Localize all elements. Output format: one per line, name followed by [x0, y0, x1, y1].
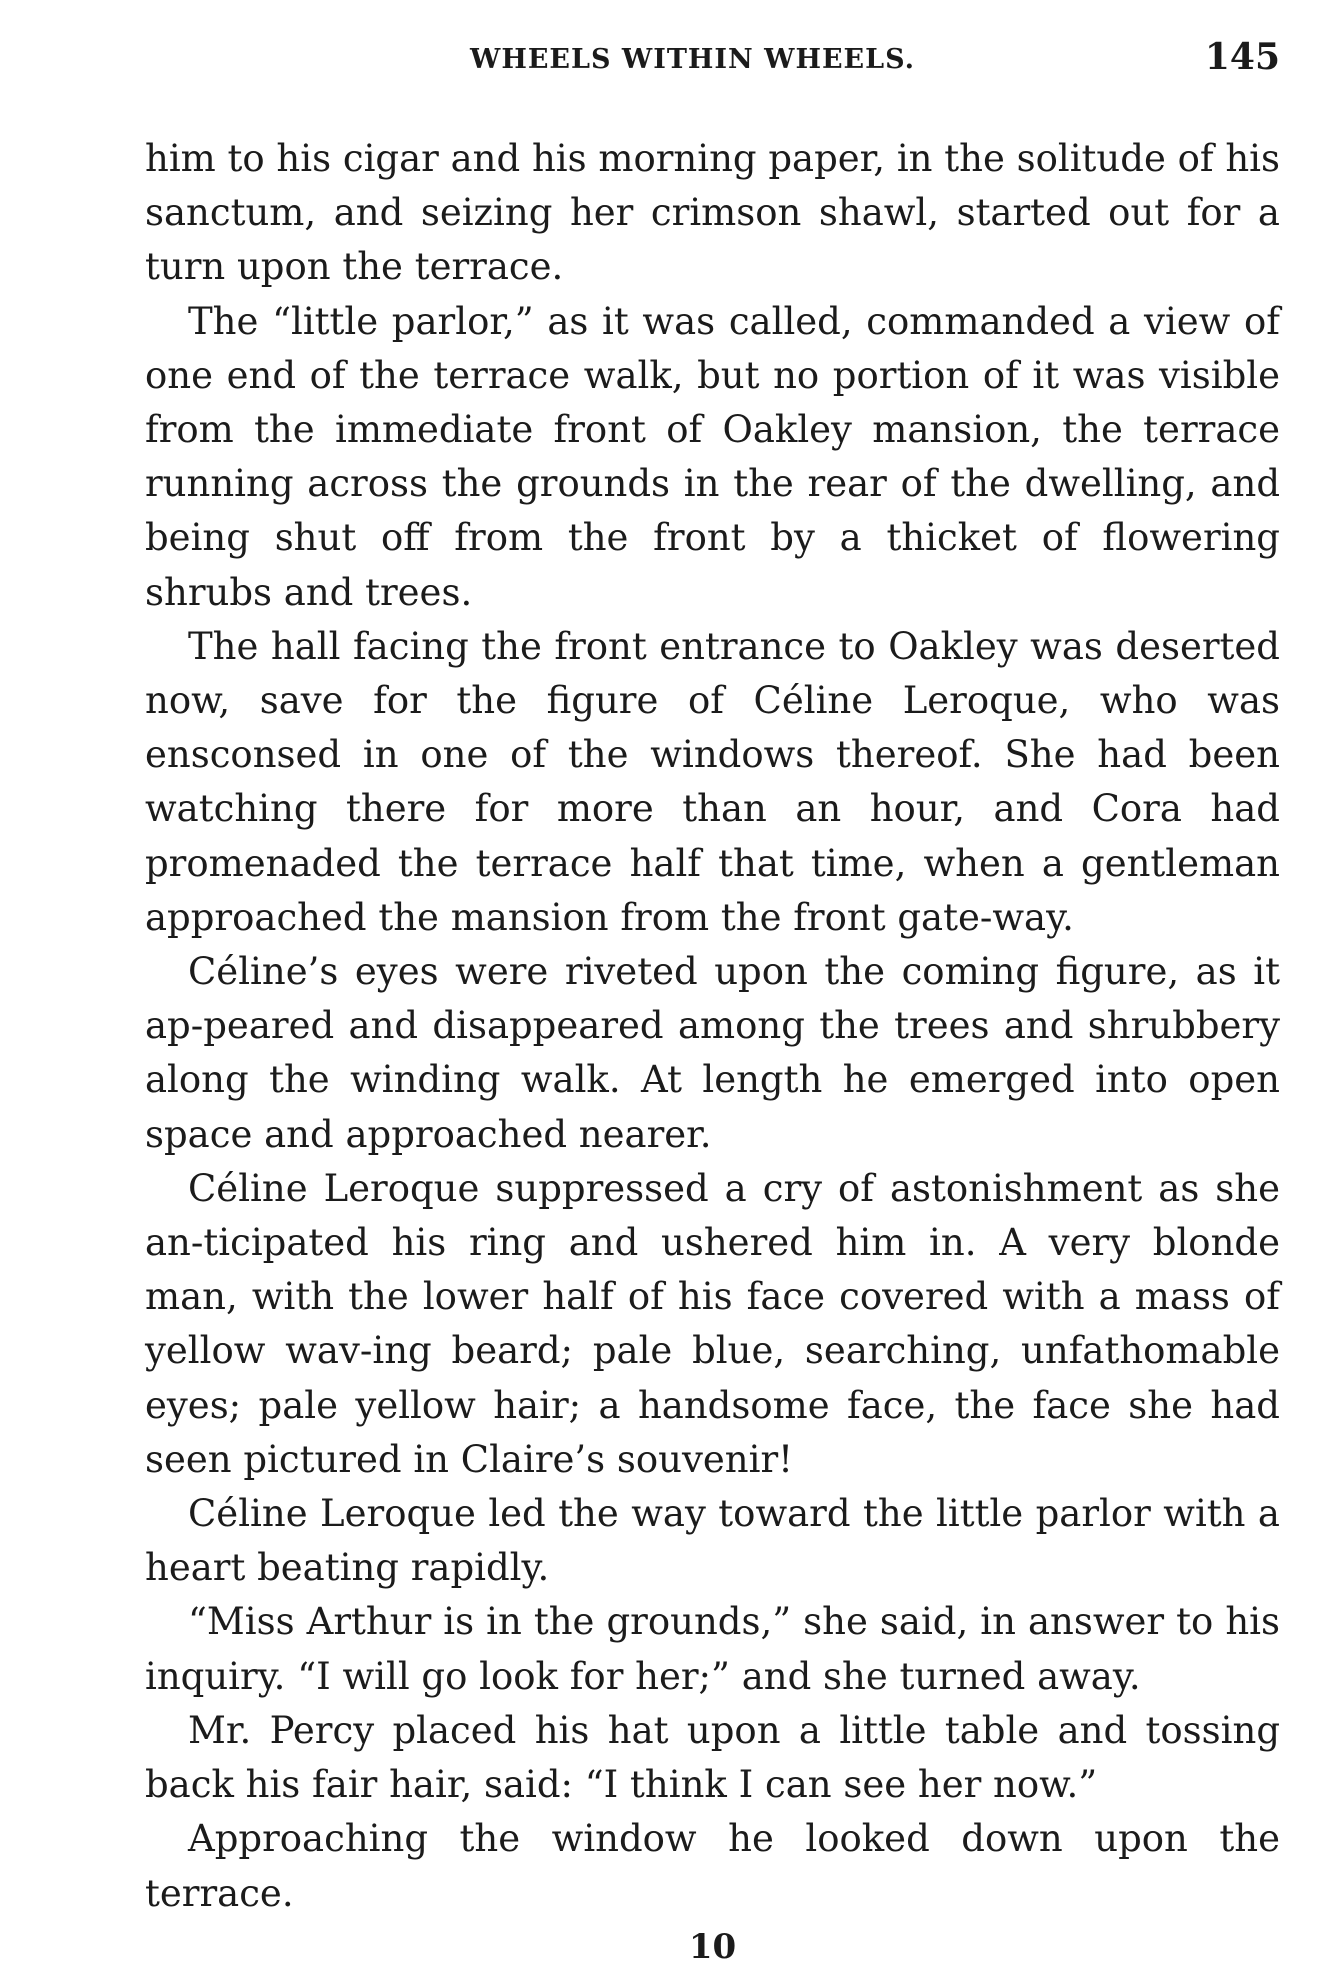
- running-title: WHEELS WITHIN WHEELS.: [470, 44, 916, 75]
- signature-mark: 10: [688, 1926, 737, 1967]
- book-page: [145, 30, 1280, 1967]
- paragraph: Céline Leroque led the way toward the little parlor with a heart beating rapidly.: [145, 1492, 1280, 1590]
- paragraph: The “little parlor,” as it was called, commanded a view of one end of the terrace walk, but no portion of it was visible from the immediate front of Oakley mansion, the terrace running across the grounds in the rear of the dwelling, and being shut off from the front by a thicket of flowering shrubs and trees.: [145, 299, 1280, 614]
- paragraph: The hall facing the front entrance to Oakley was deserted now, save for the figure of Céline Leroque, who was ensconsed in one of the windows thereof. She had been watching there for more than an hour, and Cora had promenaded the terrace half that time, when a gentleman approached the mansion from the front gate-way.: [145, 624, 1280, 939]
- page-number: 145: [1204, 36, 1280, 78]
- paragraph: Céline’s eyes were riveted upon the coming figure, as it ap-peared and disappeared among the trees and shrubbery along the winding walk. At length he emerged into open space and approached nearer.: [145, 950, 1280, 1156]
- paragraph: him to his cigar and his morning paper, in the solitude of his sanctum, and seizing her crimson shawl, started out for a turn upon the terrace.: [145, 137, 1280, 289]
- paragraph: Céline Leroque suppressed a cry of astonishment as she an-ticipated his ring and ushered him in. A very blonde man, with the lower half of his face covered with a mass of yellow wav-ing beard; pale blue, searching, unfathomable eyes; pale yellow hair; a handsome face, the face she had seen pictured in Claire’s souvenir!: [145, 1166, 1280, 1481]
- body-text: [145, 132, 1280, 1921]
- paragraph: Approaching the window he looked down upon the terrace.: [145, 1817, 1280, 1915]
- page-header: [145, 30, 1280, 92]
- paragraph: Mr. Percy placed his hat upon a little table and tossing back his fair hair, said: “I think I can see her now.”: [145, 1708, 1280, 1807]
- paragraph: “Miss Arthur is in the grounds,” she said, in answer to his inquiry. “I will go look for her;” and she turned away.: [145, 1600, 1280, 1698]
